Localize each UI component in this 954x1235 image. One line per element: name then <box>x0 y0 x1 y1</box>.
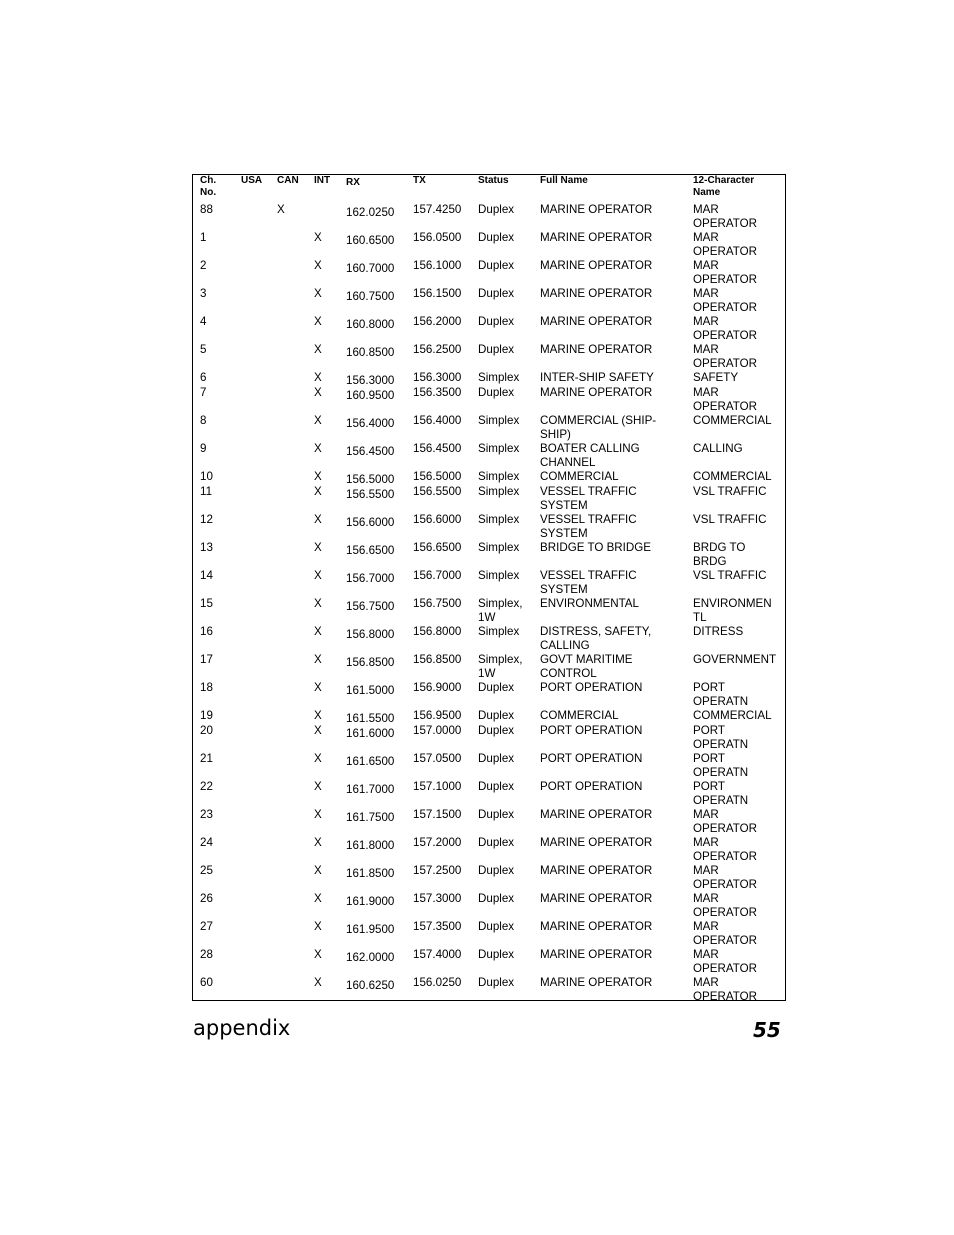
cell-rx: 156.3000 <box>346 374 395 387</box>
cell-short: MAR OPERATOR <box>693 343 757 370</box>
cell-rx: 156.4500 <box>346 445 395 458</box>
cell-int: X <box>314 724 322 737</box>
cell-int: X <box>314 569 322 582</box>
cell-short: GOVERNMENT <box>693 653 777 666</box>
cell-ch: 15 <box>200 597 213 610</box>
cell-ch: 10 <box>200 470 213 483</box>
cell-status: Simplex <box>478 513 520 526</box>
header-can: CAN <box>277 175 299 186</box>
cell-status: Simplex <box>478 485 520 498</box>
cell-rx: 156.7500 <box>346 600 395 613</box>
cell-int: X <box>314 231 322 244</box>
cell-int: X <box>314 315 322 328</box>
cell-full: MARINE OPERATOR <box>540 836 653 849</box>
cell-tx: 156.5500 <box>413 485 462 498</box>
cell-ch: 27 <box>200 920 213 933</box>
cell-tx: 156.6500 <box>413 541 462 554</box>
cell-status: Duplex <box>478 976 515 989</box>
cell-rx: 160.9500 <box>346 389 395 402</box>
cell-short: VSL TRAFFIC <box>693 485 767 498</box>
cell-int: X <box>314 808 322 821</box>
cell-tx: 157.2000 <box>413 836 462 849</box>
header-usa: USA <box>241 175 263 186</box>
cell-short: DITRESS <box>693 625 744 638</box>
cell-short: MAR OPERATOR <box>693 808 757 835</box>
cell-status: Simplex <box>478 541 520 554</box>
cell-rx: 161.9500 <box>346 923 395 936</box>
cell-full: COMMERCIAL (SHIP- SHIP) <box>540 414 657 441</box>
cell-full: MARINE OPERATOR <box>540 920 653 933</box>
cell-short: MAR OPERATOR <box>693 386 757 413</box>
cell-tx: 156.7500 <box>413 597 462 610</box>
cell-tx: 156.8500 <box>413 653 462 666</box>
cell-tx: 156.7000 <box>413 569 462 582</box>
cell-full: COMMERCIAL <box>540 709 619 722</box>
cell-ch: 13 <box>200 541 213 554</box>
cell-int: X <box>314 597 322 610</box>
cell-tx: 157.2500 <box>413 864 462 877</box>
cell-int: X <box>314 343 322 356</box>
cell-full: PORT OPERATION <box>540 780 643 793</box>
cell-int: X <box>314 681 322 694</box>
cell-tx: 157.4000 <box>413 948 462 961</box>
cell-full: BRIDGE TO BRIDGE <box>540 541 652 554</box>
channel-table <box>192 174 786 1001</box>
cell-int: X <box>314 625 322 638</box>
cell-full: MARINE OPERATOR <box>540 892 653 905</box>
cell-short: MAR OPERATOR <box>693 976 757 1003</box>
cell-rx: 161.5000 <box>346 684 395 697</box>
cell-status: Duplex <box>478 709 515 722</box>
cell-short: MAR OPERATOR <box>693 864 757 891</box>
cell-int: X <box>314 414 322 427</box>
cell-rx: 160.8500 <box>346 346 395 359</box>
cell-int: X <box>314 386 322 399</box>
cell-full: VESSEL TRAFFIC SYSTEM <box>540 513 637 540</box>
cell-int: X <box>314 948 322 961</box>
cell-status: Simplex, 1W <box>478 597 523 624</box>
cell-int: X <box>314 485 322 498</box>
cell-status: Duplex <box>478 808 515 821</box>
header-int: INT <box>314 175 331 186</box>
cell-rx: 160.7500 <box>346 290 395 303</box>
cell-tx: 156.1000 <box>413 259 462 272</box>
cell-ch: 17 <box>200 653 213 666</box>
cell-rx: 156.6000 <box>346 516 395 529</box>
cell-ch: 3 <box>200 287 207 300</box>
cell-status: Simplex <box>478 371 520 384</box>
cell-tx: 156.1500 <box>413 287 462 300</box>
cell-ch: 19 <box>200 709 213 722</box>
cell-int: X <box>314 470 322 483</box>
cell-tx: 156.0250 <box>413 976 462 989</box>
cell-tx: 157.0500 <box>413 752 462 765</box>
cell-ch: 4 <box>200 315 207 328</box>
cell-status: Simplex, 1W <box>478 653 523 680</box>
cell-rx: 161.6500 <box>346 755 395 768</box>
cell-int: X <box>314 541 322 554</box>
cell-status: Duplex <box>478 259 515 272</box>
cell-rx: 156.8500 <box>346 656 395 669</box>
cell-full: GOVT MARITIME CONTROL <box>540 653 633 680</box>
cell-full: MARINE OPERATOR <box>540 203 653 216</box>
cell-int: X <box>314 513 322 526</box>
cell-rx: 156.7000 <box>346 572 395 585</box>
cell-short: MAR OPERATOR <box>693 231 757 258</box>
cell-short: MAR OPERATOR <box>693 203 757 230</box>
cell-tx: 156.4500 <box>413 442 462 455</box>
cell-short: SAFETY <box>693 371 739 384</box>
header-status: Status <box>478 175 509 186</box>
cell-short: MAR OPERATOR <box>693 287 757 314</box>
cell-full: VESSEL TRAFFIC SYSTEM <box>540 569 637 596</box>
header-12-char-name: 12-Character Name <box>693 175 755 198</box>
cell-ch: 8 <box>200 414 207 427</box>
cell-ch: 7 <box>200 386 207 399</box>
cell-rx: 160.7000 <box>346 262 395 275</box>
cell-tx: 156.3000 <box>413 371 462 384</box>
cell-status: Duplex <box>478 315 515 328</box>
cell-status: Duplex <box>478 287 515 300</box>
cell-tx: 156.3500 <box>413 386 462 399</box>
cell-ch: 60 <box>200 976 213 989</box>
cell-short: PORT OPERATN <box>693 780 749 807</box>
header-rx: RX <box>346 177 360 188</box>
cell-rx: 161.9000 <box>346 895 395 908</box>
cell-tx: 157.1000 <box>413 780 462 793</box>
cell-tx: 156.5000 <box>413 470 462 483</box>
cell-short: PORT OPERATN <box>693 752 749 779</box>
cell-tx: 156.6000 <box>413 513 462 526</box>
cell-short: MAR OPERATOR <box>693 920 757 947</box>
cell-full: PORT OPERATION <box>540 681 643 694</box>
cell-status: Duplex <box>478 681 515 694</box>
cell-rx: 161.5500 <box>346 712 395 725</box>
cell-short: COMMERCIAL <box>693 709 772 722</box>
cell-rx: 161.7500 <box>346 811 395 824</box>
cell-ch: 20 <box>200 724 213 737</box>
cell-full: VESSEL TRAFFIC SYSTEM <box>540 485 637 512</box>
cell-short: CALLING <box>693 442 743 455</box>
cell-status: Duplex <box>478 836 515 849</box>
cell-ch: 14 <box>200 569 213 582</box>
cell-ch: 21 <box>200 752 213 765</box>
cell-status: Simplex <box>478 470 520 483</box>
cell-int: X <box>314 780 322 793</box>
cell-short: PORT OPERATN <box>693 681 749 708</box>
cell-ch: 2 <box>200 259 207 272</box>
cell-int: X <box>314 442 322 455</box>
cell-ch: 22 <box>200 780 213 793</box>
cell-int: X <box>314 653 322 666</box>
cell-rx: 161.8000 <box>346 839 395 852</box>
cell-status: Simplex <box>478 625 520 638</box>
cell-short: BRDG TO BRDG <box>693 541 746 568</box>
page-number: 55 <box>753 1018 781 1042</box>
cell-int: X <box>314 287 322 300</box>
cell-full: BOATER CALLING CHANNEL <box>540 442 640 469</box>
cell-status: Duplex <box>478 203 515 216</box>
cell-full: COMMERCIAL <box>540 470 619 483</box>
cell-ch: 25 <box>200 864 213 877</box>
cell-status: Simplex <box>478 442 520 455</box>
cell-int: X <box>314 752 322 765</box>
cell-ch: 12 <box>200 513 213 526</box>
cell-can: X <box>277 203 285 216</box>
cell-full: MARINE OPERATOR <box>540 231 653 244</box>
cell-status: Simplex <box>478 569 520 582</box>
cell-ch: 5 <box>200 343 207 356</box>
cell-tx: 156.9500 <box>413 709 462 722</box>
table-header-row <box>193 175 785 205</box>
cell-rx: 156.5500 <box>346 488 395 501</box>
header-ch-no: Ch. No. <box>200 175 217 198</box>
cell-short: ENVIRONMEN TL <box>693 597 772 624</box>
cell-ch: 11 <box>200 485 213 498</box>
cell-full: MARINE OPERATOR <box>540 315 653 328</box>
cell-status: Duplex <box>478 343 515 356</box>
cell-full: INTER-SHIP SAFETY <box>540 371 654 384</box>
cell-tx: 157.3000 <box>413 892 462 905</box>
cell-status: Duplex <box>478 864 515 877</box>
cell-ch: 24 <box>200 836 213 849</box>
cell-short: VSL TRAFFIC <box>693 569 767 582</box>
cell-ch: 1 <box>200 231 207 244</box>
cell-status: Duplex <box>478 780 515 793</box>
cell-tx: 157.3500 <box>413 920 462 933</box>
cell-int: X <box>314 836 322 849</box>
cell-full: DISTRESS, SAFETY, CALLING <box>540 625 652 652</box>
cell-full: MARINE OPERATOR <box>540 948 653 961</box>
cell-full: PORT OPERATION <box>540 752 643 765</box>
cell-full: ENVIRONMENTAL <box>540 597 639 610</box>
cell-ch: 6 <box>200 371 207 384</box>
cell-ch: 9 <box>200 442 207 455</box>
cell-full: MARINE OPERATOR <box>540 386 653 399</box>
cell-full: MARINE OPERATOR <box>540 976 653 989</box>
header-tx: TX <box>413 175 426 186</box>
cell-status: Duplex <box>478 920 515 933</box>
cell-status: Simplex <box>478 414 520 427</box>
cell-status: Duplex <box>478 948 515 961</box>
cell-full: MARINE OPERATOR <box>540 259 653 272</box>
cell-ch: 23 <box>200 808 213 821</box>
cell-status: Duplex <box>478 892 515 905</box>
cell-ch: 16 <box>200 625 213 638</box>
cell-tx: 156.8000 <box>413 625 462 638</box>
header-full-name: Full Name <box>540 175 588 186</box>
cell-rx: 161.6000 <box>346 727 395 740</box>
cell-ch: 26 <box>200 892 213 905</box>
cell-int: X <box>314 892 322 905</box>
cell-rx: 160.6250 <box>346 979 395 992</box>
cell-ch: 88 <box>200 203 213 216</box>
cell-rx: 156.8000 <box>346 628 395 641</box>
cell-int: X <box>314 976 322 989</box>
cell-rx: 156.4000 <box>346 417 395 430</box>
cell-rx: 156.6500 <box>346 544 395 557</box>
cell-rx: 160.8000 <box>346 318 395 331</box>
cell-status: Duplex <box>478 752 515 765</box>
cell-tx: 156.0500 <box>413 231 462 244</box>
cell-tx: 156.2500 <box>413 343 462 356</box>
cell-status: Duplex <box>478 231 515 244</box>
cell-full: MARINE OPERATOR <box>540 864 653 877</box>
cell-short: MAR OPERATOR <box>693 315 757 342</box>
cell-full: MARINE OPERATOR <box>540 808 653 821</box>
cell-full: PORT OPERATION <box>540 724 643 737</box>
cell-tx: 156.4000 <box>413 414 462 427</box>
cell-short: MAR OPERATOR <box>693 892 757 919</box>
cell-short: MAR OPERATOR <box>693 836 757 863</box>
cell-short: COMMERCIAL <box>693 414 772 427</box>
cell-ch: 18 <box>200 681 213 694</box>
cell-tx: 157.4250 <box>413 203 462 216</box>
cell-tx: 157.0000 <box>413 724 462 737</box>
cell-int: X <box>314 709 322 722</box>
cell-int: X <box>314 920 322 933</box>
cell-rx: 161.8500 <box>346 867 395 880</box>
cell-rx: 162.0000 <box>346 951 395 964</box>
cell-int: X <box>314 259 322 272</box>
cell-int: X <box>314 864 322 877</box>
cell-tx: 156.2000 <box>413 315 462 328</box>
section-label: appendix <box>193 1016 291 1040</box>
cell-short: PORT OPERATN <box>693 724 749 751</box>
cell-status: Duplex <box>478 386 515 399</box>
cell-full: MARINE OPERATOR <box>540 287 653 300</box>
cell-short: MAR OPERATOR <box>693 259 757 286</box>
cell-ch: 28 <box>200 948 213 961</box>
cell-short: MAR OPERATOR <box>693 948 757 975</box>
cell-full: MARINE OPERATOR <box>540 343 653 356</box>
cell-rx: 156.5000 <box>346 473 395 486</box>
cell-short: COMMERCIAL <box>693 470 772 483</box>
cell-rx: 161.7000 <box>346 783 395 796</box>
cell-tx: 157.1500 <box>413 808 462 821</box>
cell-short: VSL TRAFFIC <box>693 513 767 526</box>
cell-rx: 162.0250 <box>346 206 395 219</box>
cell-rx: 160.6500 <box>346 234 395 247</box>
cell-int: X <box>314 371 322 384</box>
cell-status: Duplex <box>478 724 515 737</box>
cell-tx: 156.9000 <box>413 681 462 694</box>
